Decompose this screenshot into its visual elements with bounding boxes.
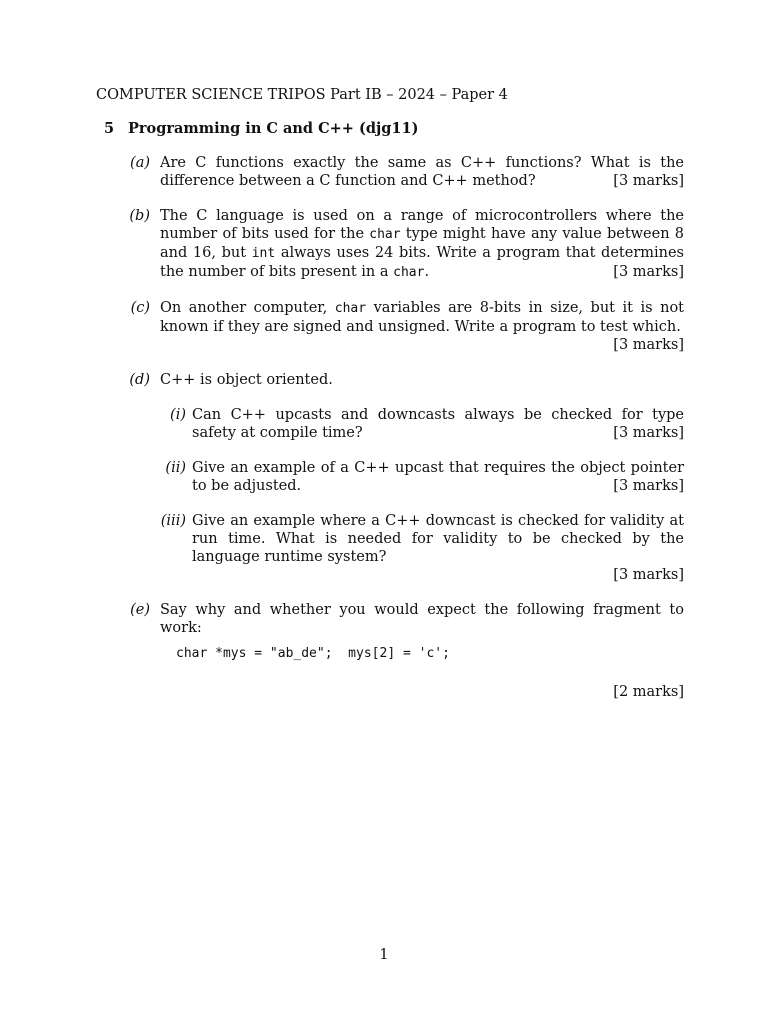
part-e-text: Say why and whether you would expect the following fragment to work: [160, 602, 684, 636]
part-c-label: (c) [130, 300, 150, 316]
part-c-text-2: variables are 8-bits in size, but it is not known if they are signed and unsigned. Write a program to test which. [160, 300, 684, 335]
part-b [96, 207, 684, 282]
part-b-code-char: char [369, 227, 401, 242]
part-a-marks: [3 marks] [613, 173, 684, 189]
part-d-label: (d) [129, 372, 150, 388]
part-a-text: Are C functions exactly the same as C++ functions? What is the difference between a C function and C++ method? [160, 155, 684, 189]
part-d-iii-marks: [3 marks] [613, 567, 684, 583]
part-d-iii-text: Give an example where a C++ downcast is checked for validity at run time. What is needed for validity to be checked by the language runtime system? [192, 513, 684, 565]
part-b-text-4: . [424, 264, 430, 280]
exam-page [96, 86, 684, 701]
part-e-code: char *mys = "ab_de"; mys[2] = 'c'; [176, 646, 450, 661]
part-b-code-char-2: char [393, 265, 425, 280]
part-d-iii-label: (iii) [160, 513, 186, 529]
part-b-label: (b) [129, 208, 150, 224]
part-d-i [160, 406, 684, 442]
part-c-marks: [3 marks] [613, 337, 684, 353]
part-d-ii-marks: [3 marks] [613, 478, 684, 494]
part-d-text: C++ is object oriented. [160, 372, 333, 388]
part-d-i-text: Can C++ upcasts and downcasts always be checked for type safety at compile time? [192, 407, 684, 441]
part-b-text-2: type might have any value between 8 and 16, but [160, 226, 685, 261]
part-d-i-body [192, 406, 684, 442]
part-d-ii-text: Give an example of a C++ upcast that requires the object pointer to be adjusted. [192, 460, 684, 494]
question-number: 5 [104, 120, 115, 137]
part-c-body [160, 299, 684, 354]
part-a-label: (a) [130, 155, 150, 171]
part-a [96, 154, 684, 190]
part-c-text-1: On another computer, [160, 300, 335, 316]
part-d-i-label: (i) [170, 407, 186, 423]
part-b-text-1: The C language is used on a range of microcontrollers where the number of bits used for the [160, 208, 684, 242]
part-b-marks: [3 marks] [613, 264, 684, 280]
part-d-iii-body [192, 512, 684, 584]
part-a-body [160, 154, 684, 190]
part-b-code-int: int [251, 246, 276, 261]
part-b-body [160, 207, 684, 282]
part-e-marks: [2 marks] [613, 684, 684, 700]
question-title [96, 120, 684, 138]
part-c-code-char: char [334, 301, 367, 316]
part-e-label: (e) [130, 602, 150, 618]
part-d [96, 371, 684, 389]
part-e [96, 601, 684, 637]
part-d-iii [160, 512, 684, 584]
question-heading: Programming in C and C++ (djg11) [128, 120, 419, 137]
part-b-text-3: always uses 24 bits. Write a program that determines the number of bits present in a [160, 245, 684, 280]
paper-header: COMPUTER SCIENCE TRIPOS Part IB – 2024 – Paper 4 [96, 87, 508, 103]
part-d-ii-label: (ii) [165, 460, 186, 476]
page-number: 1 [379, 947, 389, 963]
part-d-ii-body [192, 459, 684, 495]
part-d-ii [160, 459, 684, 495]
part-c [96, 299, 684, 354]
part-d-i-marks: [3 marks] [613, 425, 684, 441]
